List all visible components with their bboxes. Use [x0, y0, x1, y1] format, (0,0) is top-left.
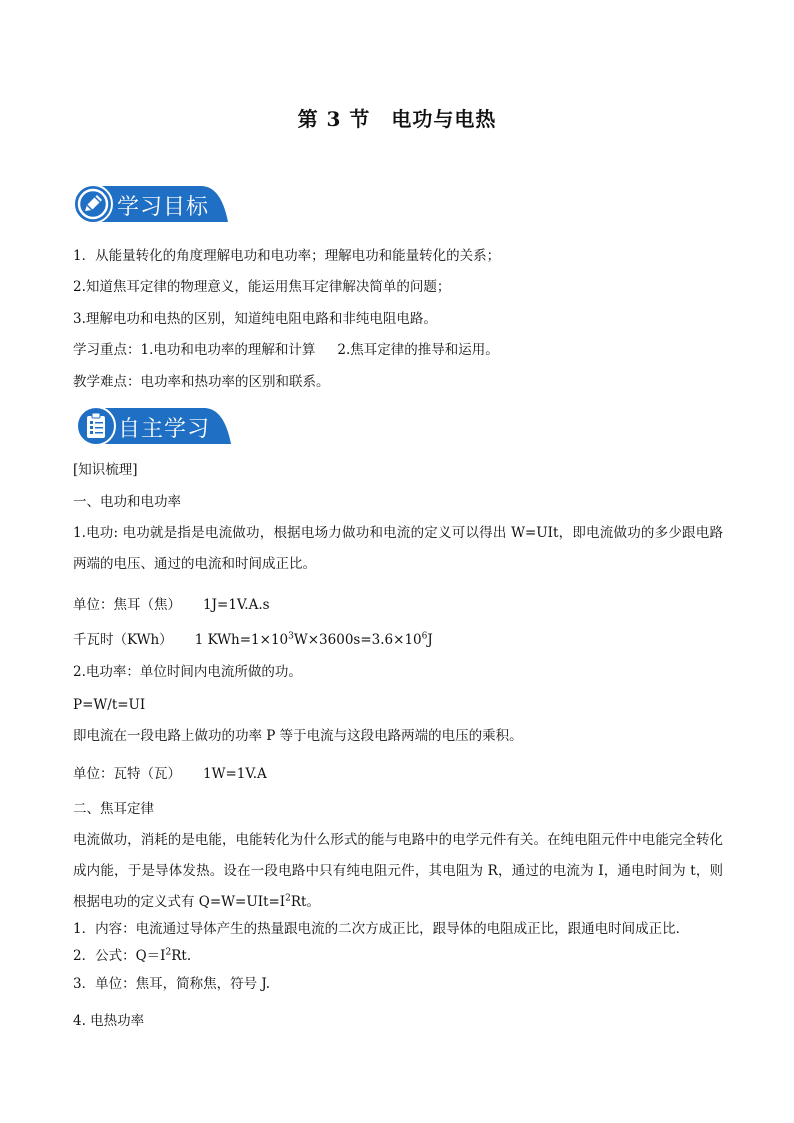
unit-watt — [73, 765, 267, 783]
section-banner-goals — [73, 184, 229, 224]
unit-kwh — [73, 631, 433, 649]
power-meaning: 即电流在一段电路上做功的功率 P 等于电流与这段电路两端的电压的乘积。 — [73, 728, 523, 744]
power-definition: 2.电功率：单位时间内电流所做的功。 — [73, 664, 302, 680]
banner-label: 自主学习 — [118, 417, 211, 442]
unit-joule — [73, 596, 270, 614]
unit-kwh-formula: 1 $KWh=1\times 10^3W\times 3600s=3.6\times 10^6J$ — [194, 631, 433, 648]
goal-3: 3.理解电功和电热的区别，知道纯电阻电路和非纯电阻电路。 — [73, 311, 437, 327]
difficulty: 教学难点：电功率和热功率的区别和联系。 — [73, 374, 330, 390]
banner-label: 学习目标 — [117, 195, 210, 220]
page-title: 第 3 节 电功与电热 — [297, 107, 497, 131]
unit-watt-formula: 1W=1V.A — [203, 766, 267, 782]
pencil-icon — [76, 187, 110, 221]
unit-joule-formula: 1J=1V.A.s — [203, 597, 270, 613]
knowledge-header: [知识梳理] — [73, 462, 138, 478]
section2-title: 二、焦耳定律 — [73, 801, 154, 817]
unit-watt-label: 单位：瓦特（瓦） — [73, 766, 181, 782]
key-points-second: 2.焦耳定律的推导和运用。 — [337, 342, 499, 358]
joule-formula: 2．公式：$Q=I^2Rt$. — [73, 947, 192, 964]
clipboard-icon — [79, 409, 113, 443]
goal-1: 1．从能量转化的角度理解电功和电功率；理解电功和能量转化的关系； — [73, 248, 501, 264]
section1-title: 一、电功和电功率 — [73, 494, 181, 510]
unit-kwh-label: 千瓦时（KWh） — [73, 632, 173, 648]
power-formula: P=W/t=UI — [73, 697, 146, 713]
joule-intro: 电流做功，消耗的是电能，电能转化为什么形式的能与电路中的电学元件有关。在纯电阻元件中电能完全转化成内能，于是导体发热。设在一段电路中只有纯电阻元件，其电阻为 R，通过的电流为 I，通电时间为 t，则根据电功的定义式有 $Q=W=UIt=I^2Rt$。 — [73, 832, 723, 910]
section-banner-self-study — [76, 406, 232, 446]
unit-joule-label: 单位：焦耳（焦） — [73, 597, 181, 613]
key-points — [73, 341, 499, 359]
item-4: 4. 电热功率 — [73, 1013, 145, 1029]
joule-content: 1．内容：电流通过导体产生的热量跟电流的二次方成正比，跟导体的电阻成正比，跟通电时间成正比． — [73, 921, 690, 937]
work-definition: 1.电功: 电功就是指是电流做功，根据电场力做功和电流的定义可以得出 W=UIt，即电流做功的多少跟电路两端的电压、通过的电流和时间成正比。 — [73, 525, 723, 572]
goal-2: 2.知道焦耳定律的物理意义，能运用焦耳定律解决简单的问题； — [73, 279, 451, 295]
key-points-label: 学习重点：1.电功和电功率的理解和计算 — [73, 342, 316, 358]
joule-unit: 3．单位：焦耳，简称焦，符号 J. — [73, 976, 271, 992]
